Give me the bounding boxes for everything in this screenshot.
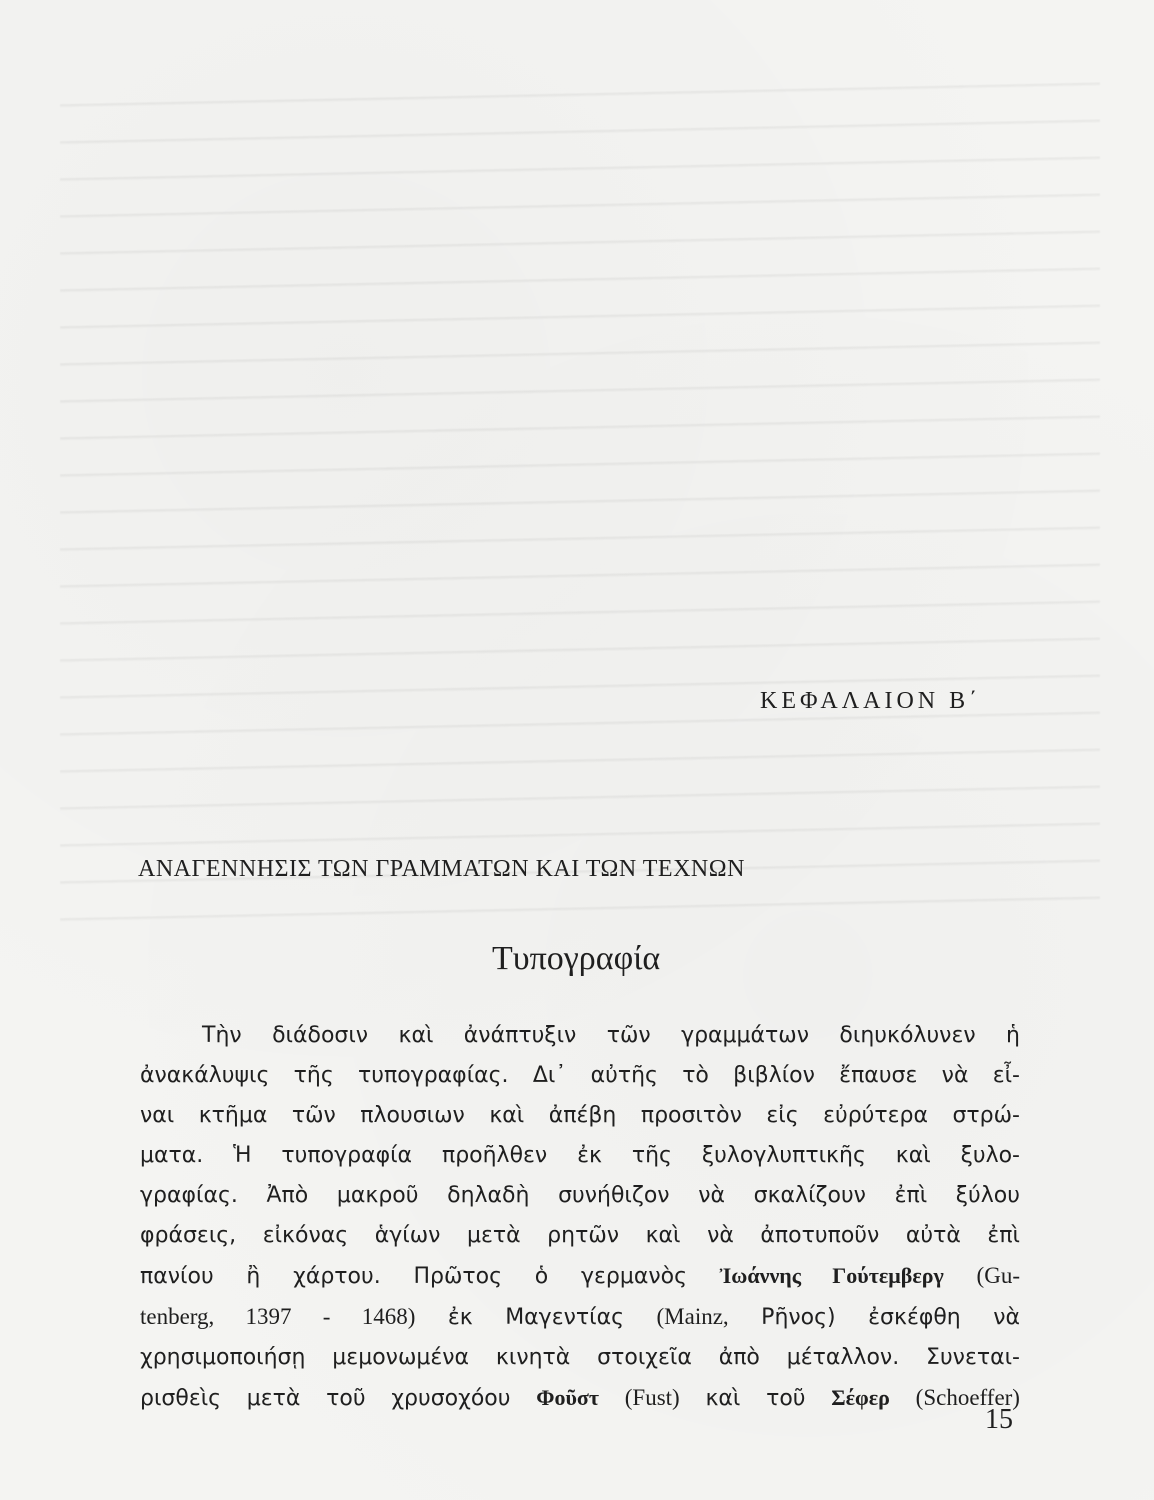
body-line-8-part-b: ἐκ Μαγεντίας	[447, 1305, 624, 1330]
body-line-4: ματα. Ἡ τυπογραφία προῆλθεν ἐκ τῆς ξυλογλυπτικῆς καὶ ξυλο-	[140, 1143, 1020, 1168]
name-fust: Φοῦστ	[536, 1385, 600, 1410]
body-line-7-part-a: πανίου ἢ χάρτου. Πρῶτος ὁ γερμανὸς	[140, 1264, 687, 1289]
section-title: ΑΝΑΓΕΝΝΗΣΙΣ ΤΩΝ ΓΡΑΜΜΑΤΩΝ ΚΑΙ ΤΩΝ ΤΕΧΝΩΝ	[138, 856, 745, 882]
latin-gutenberg-start: (Gu-	[976, 1263, 1020, 1288]
body-line-5: γραφίας. Ἀπὸ μακροῦ δηλαδὴ συνήθιζον νὰ σκαλίζουν ἐπὶ ξύλου	[140, 1183, 1020, 1208]
latin-fust: (Fust)	[624, 1385, 680, 1410]
body-line-8	[140, 1297, 1020, 1338]
body-line-2: ἀνακάλυψις τῆς τυπογραφίας. Δι᾽ αὐτῆς τὸ βιβλίον ἔπαυσε νὰ εἶ-	[140, 1063, 1020, 1088]
latin-gutenberg-dates: tenberg, 1397 - 1468)	[140, 1304, 416, 1329]
body-line-9: χρησιμοποιήσῃ μεμονωμένα κινητὰ στοιχεῖα ἀπὸ μέταλλον. Συνεται-	[140, 1345, 1020, 1370]
section-subtitle: Τυπογραφία	[492, 940, 661, 977]
name-schoeffer: Σέφερ	[831, 1385, 890, 1410]
page-number: 15	[985, 1404, 1013, 1435]
show-through-texture	[60, 49, 1100, 931]
chapter-heading: ΚΕΦΑΛΑΙΟΝ Β΄	[760, 688, 982, 714]
latin-schoeffer: (Schoeffer)	[915, 1385, 1020, 1410]
body-line-8-part-d: Ρῆνος)	[761, 1305, 836, 1330]
body-line-10-part-a: ρισθεὶς μετὰ τοῦ χρυσοχόου	[140, 1386, 511, 1411]
body-line-7	[140, 1256, 1020, 1297]
latin-mainz: (Mainz,	[656, 1304, 729, 1329]
body-line-8-part-e: ἐσκέφθη νὰ	[868, 1305, 1021, 1330]
body-line-1: Τὴν διάδοσιν καὶ ἀνάπτυξιν τῶν γραμμάτων διηυκόλυνεν ἡ	[202, 1023, 1020, 1048]
name-gutenberg: Ἰωάννης Γούτεμβεργ	[719, 1263, 944, 1288]
body-line-10-part-d: καὶ τοῦ	[705, 1386, 806, 1411]
body-line-10	[140, 1378, 1020, 1419]
body-paragraph	[140, 1016, 1020, 1419]
body-line-3: ναι κτῆμα τῶν πλουσιων καὶ ἀπέβη προσιτὸν εἰς εὐρύτερα στρώ-	[140, 1103, 1020, 1128]
body-line-6: φράσεις, εἰκόνας ἁγίων μετὰ ρητῶν καὶ νὰ ἀποτυποῦν αὐτὰ ἐπὶ	[140, 1223, 1020, 1248]
